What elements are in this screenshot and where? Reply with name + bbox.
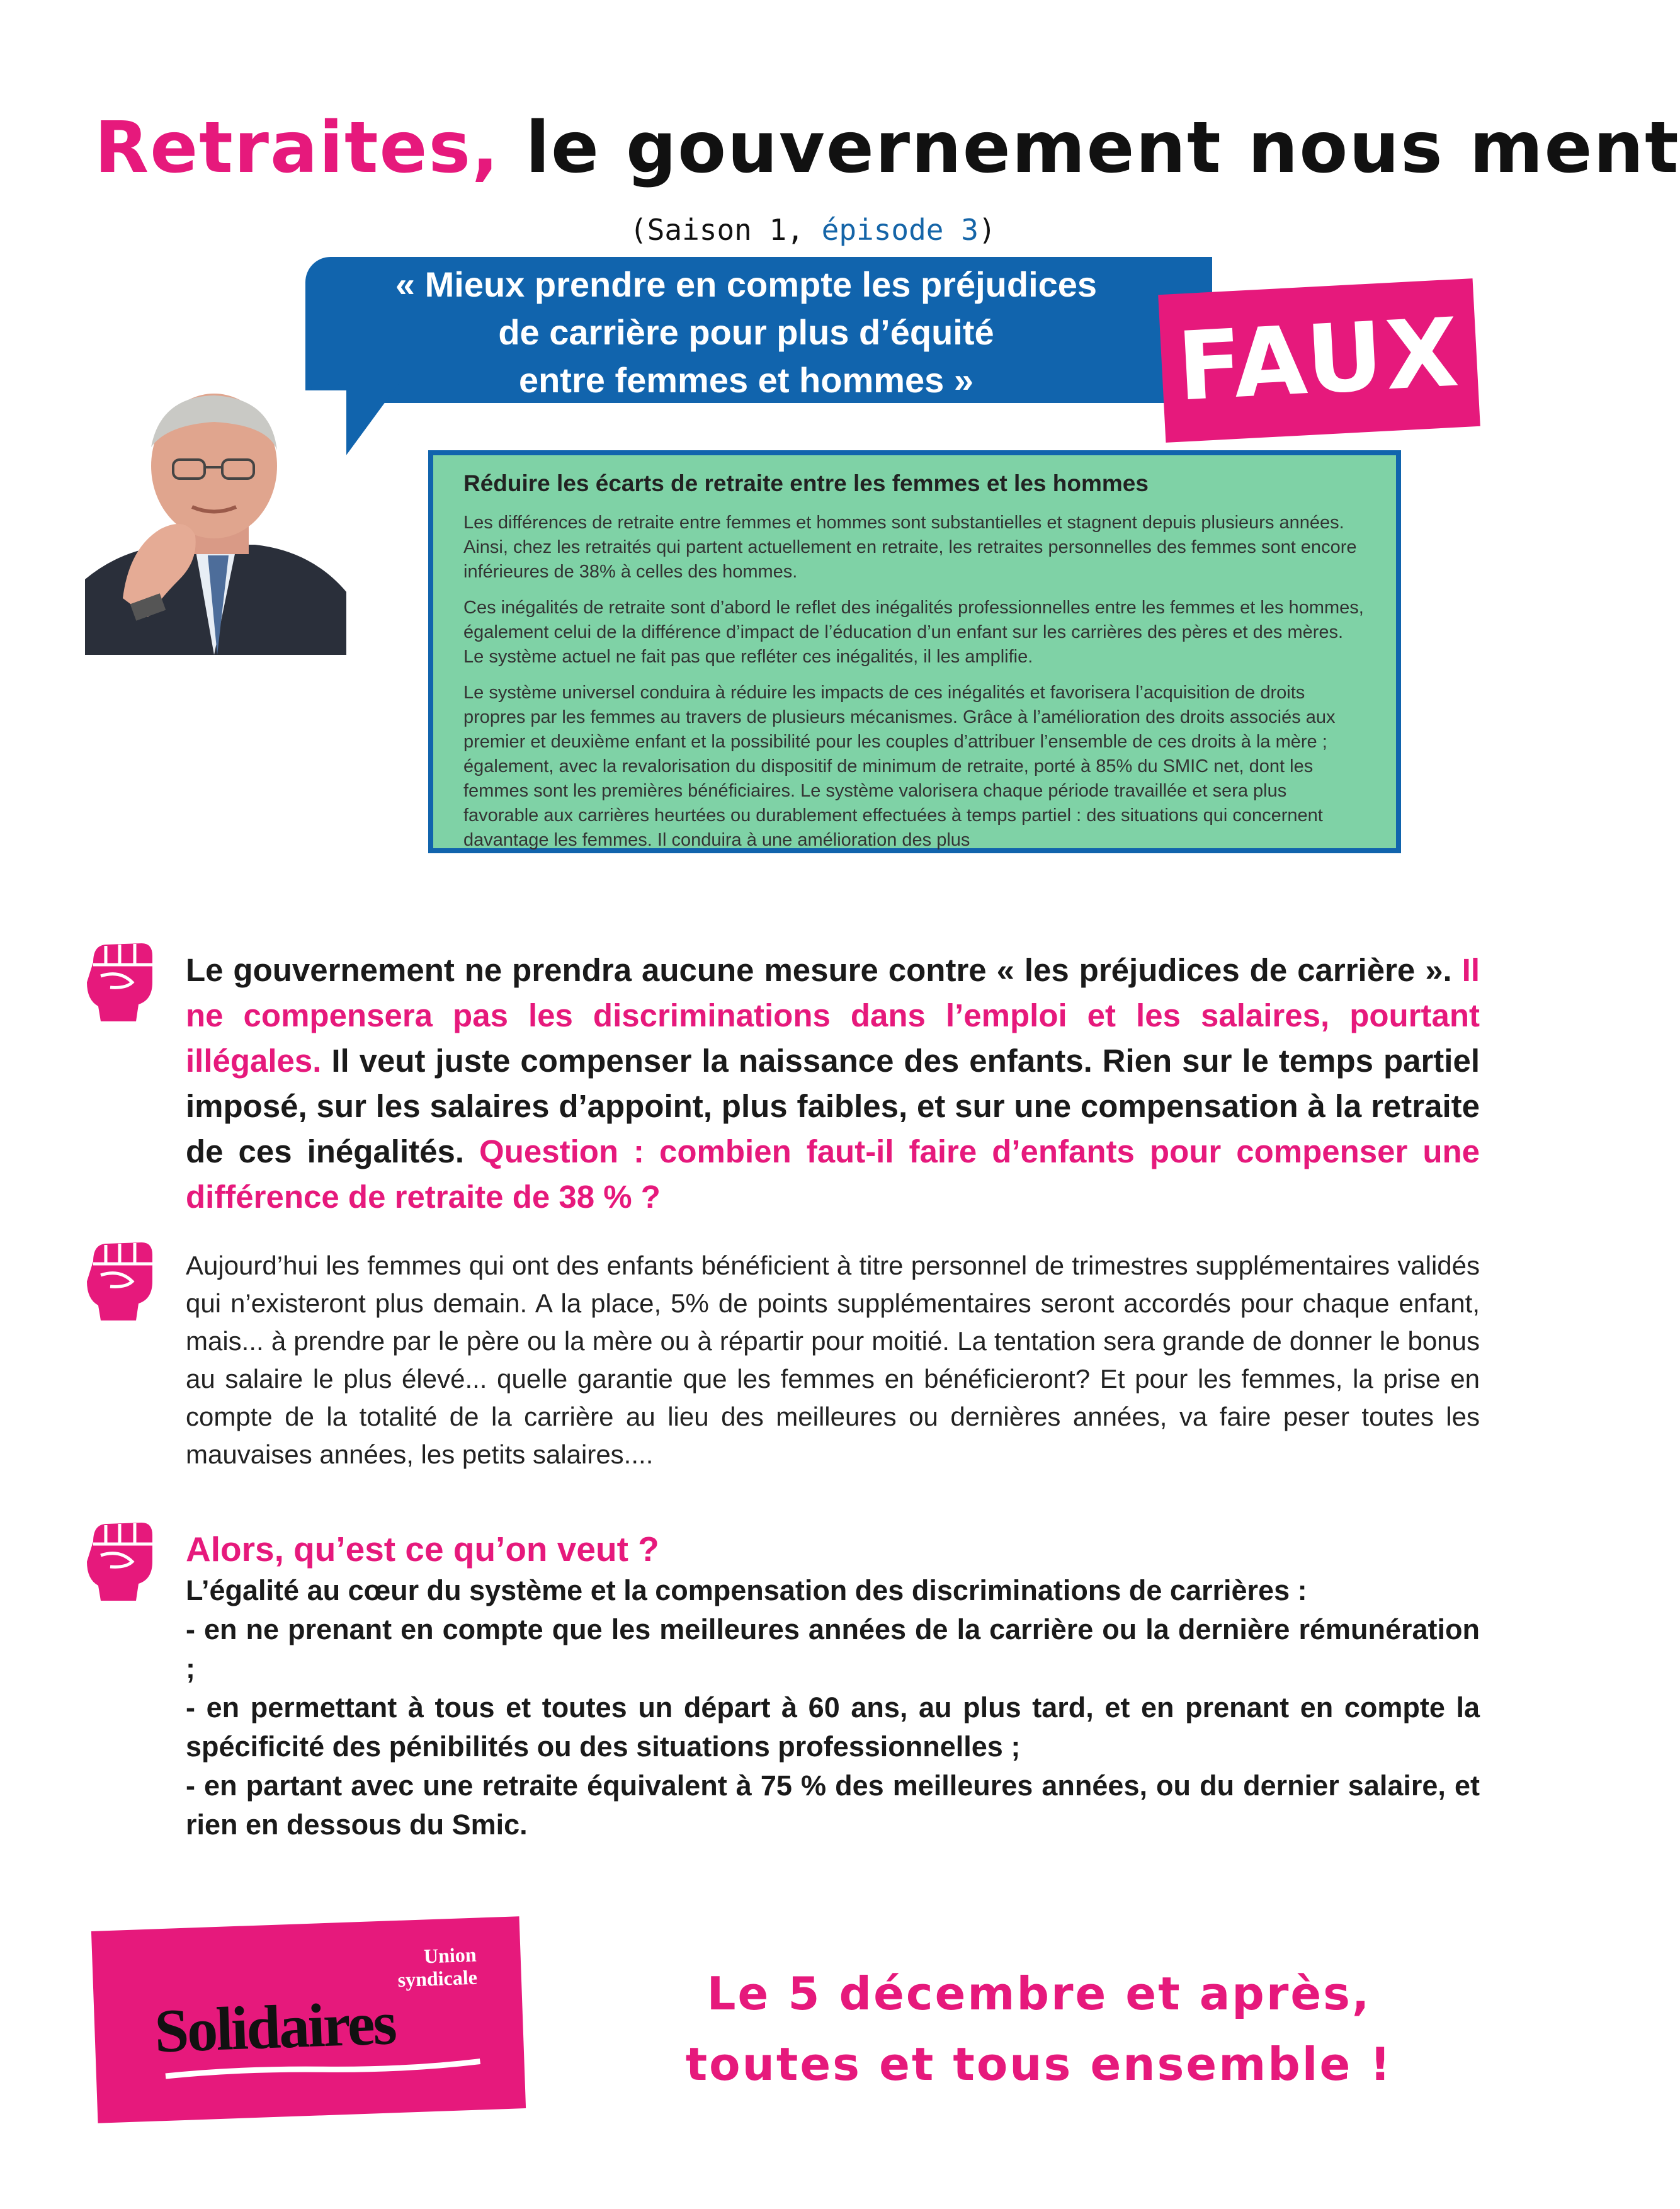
section-3-line-3: - en permettant à tous et toutes un départ à 60 ans, au plus tard, et en prenant en compte la spécificité des pénibilités ou des situations professionnelles ; (186, 1691, 1480, 1763)
quote-text (305, 257, 1187, 403)
section-2-text: Aujourd’hui les femmes qui ont des enfants bénéficient à titre personnel de trimestres supplémentaires validés qui n’existeront plus demain. A la place, 5% de points supplémentaires seront accordés pour chaque enfant, mais... à prendre par le père ou la mère ou à répartir pour moitié. La tentation sera grande de donner le bonus au salaire le plus élevé... quelle garantie que les femmes en bénéficieront? Et pour les femmes, la prise en compte de la totalité de la carrière au lieu des meilleures ou dernières années, va faire peser toutes les mauvaises années, les petits salaires.... (186, 1251, 1480, 1469)
raised-fist-icon (82, 1237, 157, 1326)
subtitle-open: (Saison 1, (630, 213, 822, 247)
section-3-line-2: - en ne prenant en compte que les meilleures années de la carrière ou la dernière rémunération ; (186, 1613, 1480, 1684)
quote-line-1: « Mieux prendre en compte les préjudices (395, 264, 1098, 304)
section-1-part-a: Le gouvernement ne prendra aucune mesure contre « les préjudices de carrière ». (186, 952, 1462, 988)
page-title (94, 94, 1680, 202)
excerpt-title: Réduire les écarts de retraite entre les femmes et les hommes (463, 470, 1149, 496)
section-3-line-1: L’égalité au cœur du système et la compensation des discriminations de carrières : (186, 1574, 1307, 1606)
logo-union-label (350, 1943, 477, 1993)
subtitle-episode: épisode 3 (821, 213, 979, 247)
episode-subtitle (630, 205, 1007, 255)
slogan-line-1: Le 5 décembre et après, (707, 1967, 1371, 2020)
excerpt-paragraph-3: Le système universel conduira à réduire les impacts de ces inégalités et favorisera l’acquisition de droits propres par les femmes au travers de plusieurs mécanismes. Grâce à l’amélioration des droits associés aux premier et deuxième enfant et la possibilité pour les couples d’attribuer l’ensemble de ces droits à la mère ; également, avec la revalorisation du dispositif de minimum de retraite, porté à 85% du SMIC net, dont les femmes sont les premières bénéficiaires. Le système valorisera chaque période travaillée et sera plus favorable aux carrières heurtées ou durablement effectuées à temps partiel : des situations qui concernent davantage les femmes. Il conduira à une amélioration des plus (463, 683, 1336, 850)
title-highlight: Retraites, (94, 107, 500, 189)
raised-fist-icon (82, 938, 157, 1026)
slogan-line-2: toutes et tous ensemble ! (685, 2038, 1393, 2091)
logo-syndicale: syndicale (397, 1965, 478, 1992)
quote-line-2: de carrière pour plus d’équité (498, 312, 994, 352)
section-1-part-b: Il ne compensera pas les discriminations dans l’emploi et les salaires, pourtant illégales. (186, 952, 1480, 1079)
excerpt-paragraph-1: Les différences de retraite entre femmes et hommes sont substantielles et stagnent depuis plusieurs années. Ainsi, chez les retraités qui partent actuellement en retraite, les retraites personnelles des femmes sont encore inférieures de 38% à celles des hommes. (463, 513, 1357, 582)
logo-union: Union (423, 1943, 477, 1968)
title-rest: le gouvernement nous ment (525, 107, 1680, 189)
section-1-text (186, 948, 1480, 1220)
section-3-heading: Alors, qu’est ce qu’on veut ? (186, 1530, 659, 1569)
excerpt-paragraph-2: Ces inégalités de retraite sont d’abord le reflet des inégalités professionnelles entre les femmes et les hommes, également celui de la différence d’impact de l’éducation d’un enfant sur les carrières des pères et des mères. Le système actuel ne fait pas que refléter ces inégalités, il les amplifie. (463, 598, 1364, 667)
speaker-portrait (85, 390, 346, 655)
quote-line-3: entre femmes et hommes » (518, 360, 974, 400)
faux-stamp: FAUX (1158, 278, 1480, 443)
section-3-line-4: - en partant avec une retraite équivalent à 75 % des meilleures années, ou du dernier salaire, et rien en dessous du Smic. (186, 1769, 1480, 1841)
solidaires-logo (91, 1916, 526, 2123)
raised-fist-icon (82, 1518, 157, 1606)
logo-wordmark: Solidaires (153, 1989, 397, 2066)
subtitle-close: ) (978, 213, 996, 247)
footer-slogan (630, 1958, 1448, 2103)
section-1-question: Question : combien faut-il faire d’enfants pour compenser une différence de retraite de 38 % ? (186, 1133, 1480, 1215)
section-1-part-c: Il veut juste compenser la naissance des enfants. Rien sur le temps partiel imposé, sur les salaires d’appoint, plus faibles, et sur une compensation à la retraite de ces inégalités. (186, 1043, 1480, 1169)
report-excerpt (428, 450, 1401, 853)
section-3 (186, 1527, 1480, 1844)
